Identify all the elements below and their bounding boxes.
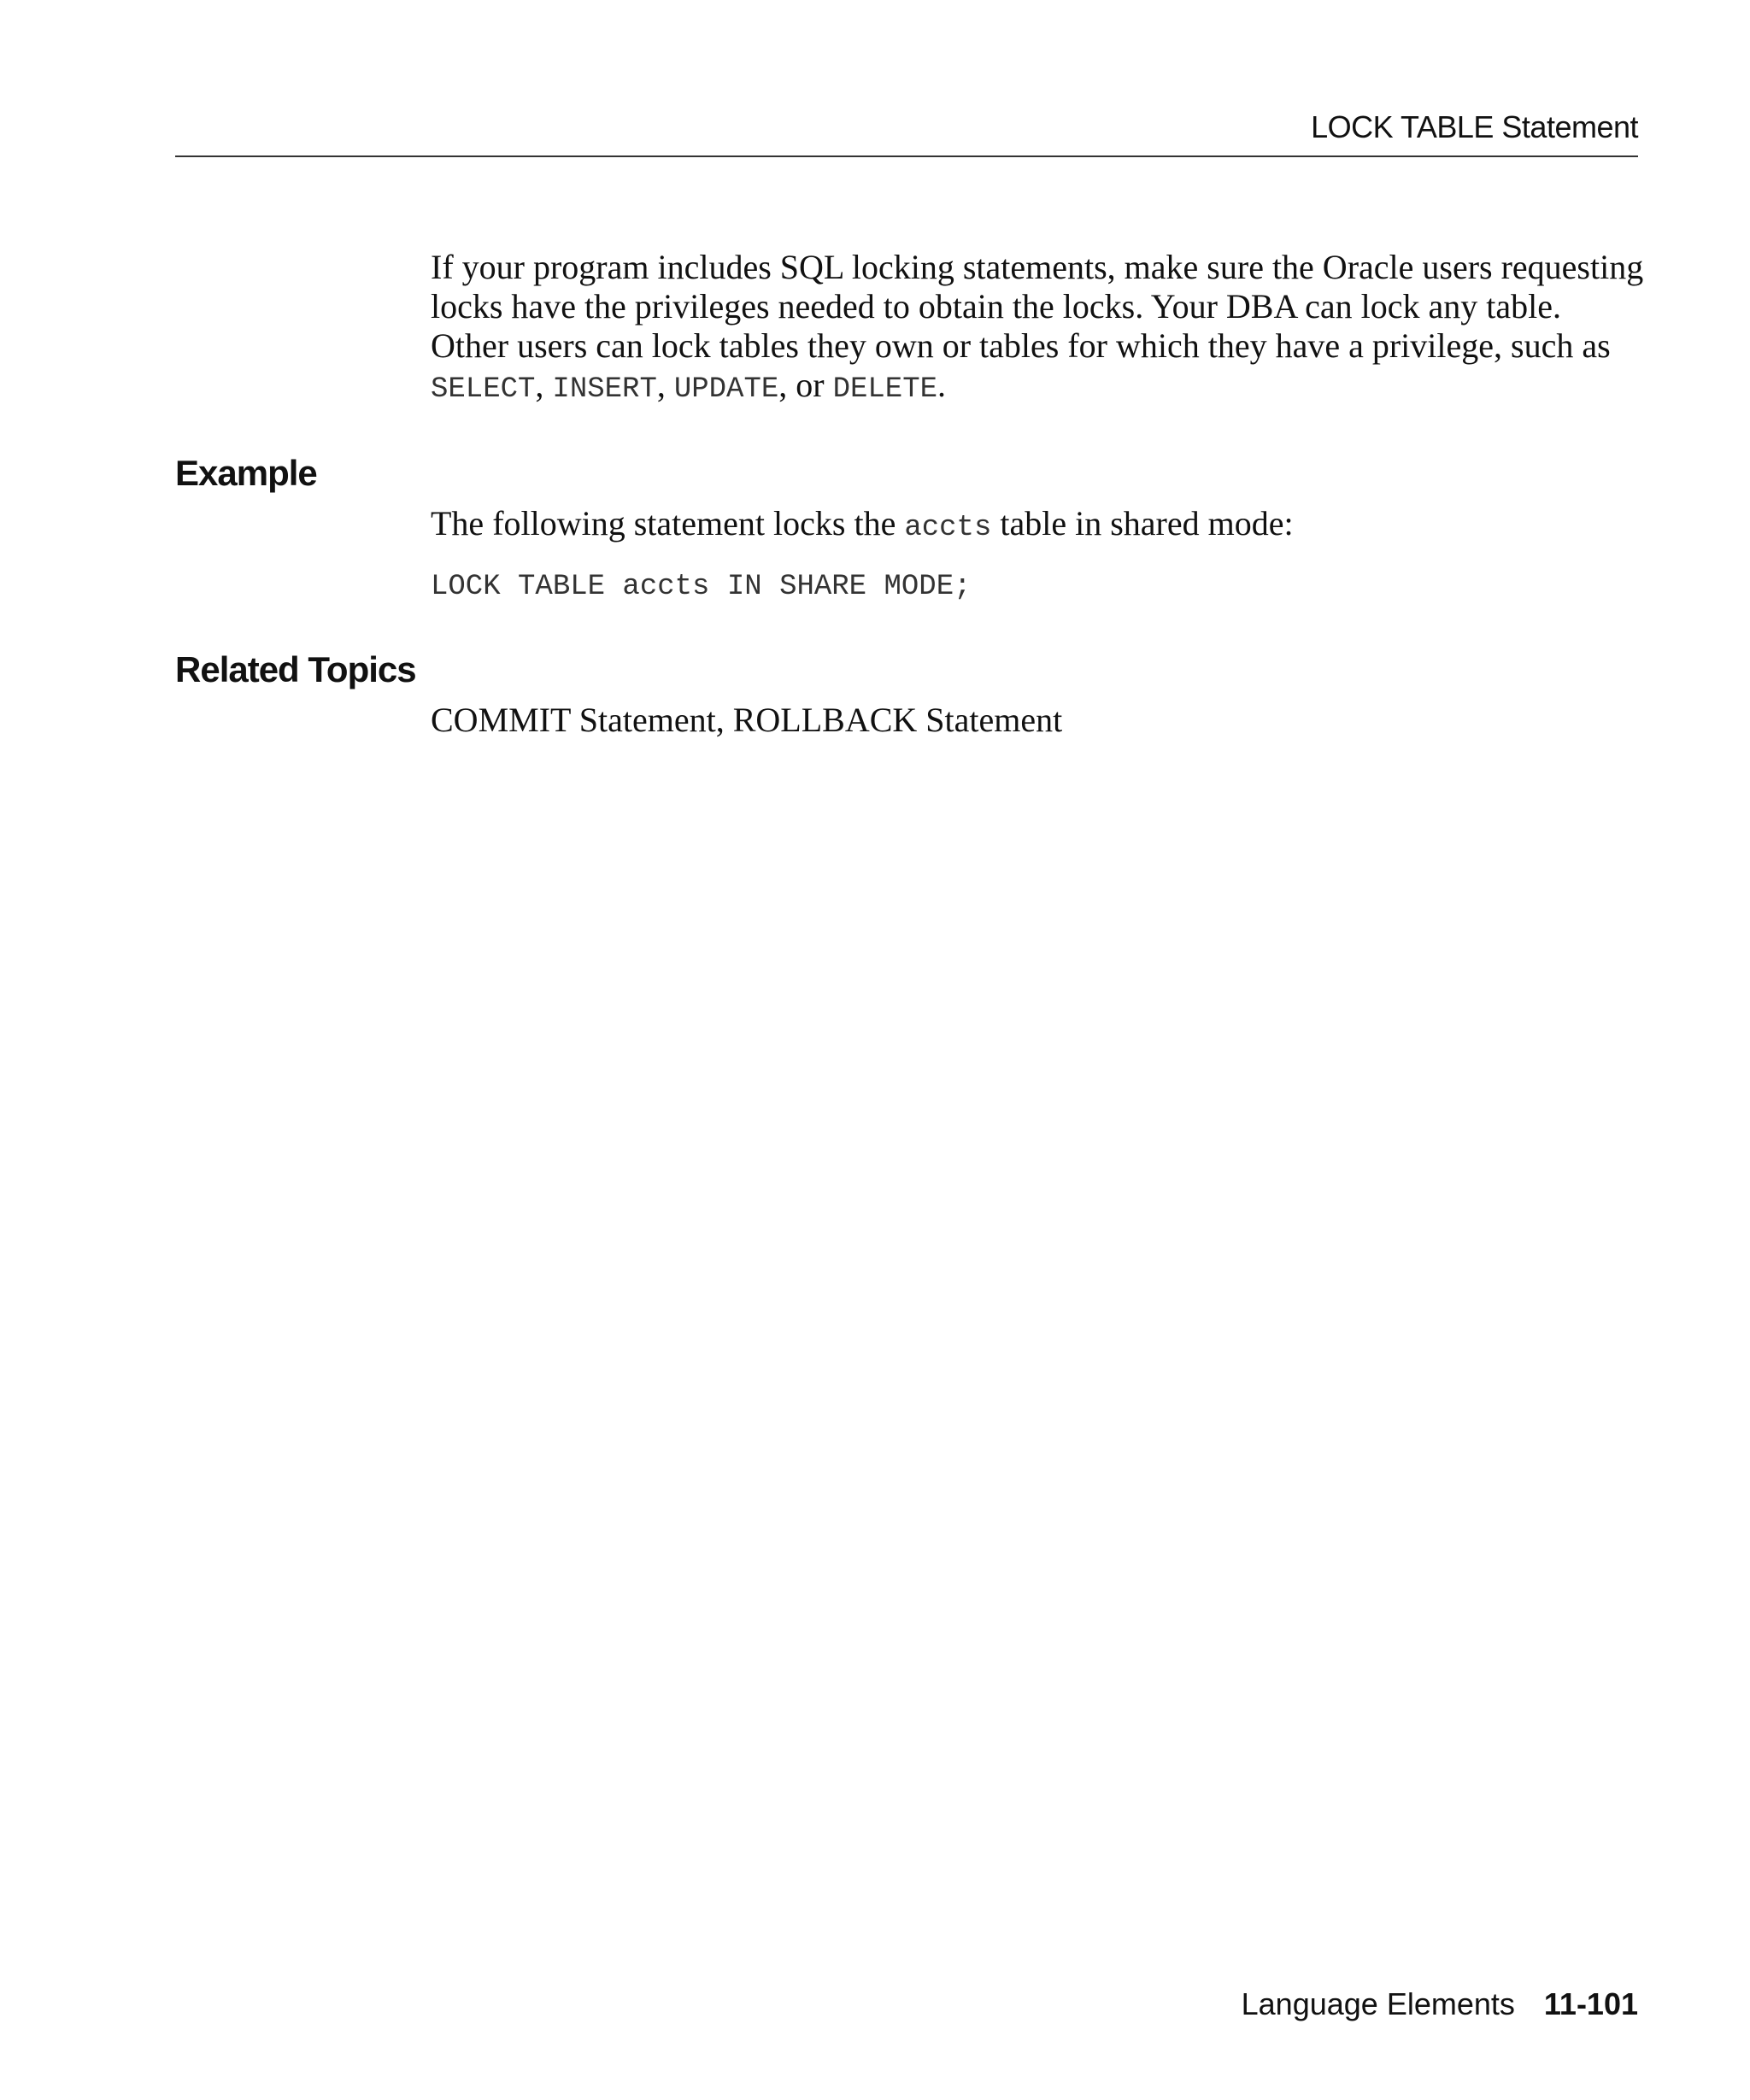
page-number: 11-101 [1543, 1986, 1638, 2021]
page-footer [1242, 1986, 1638, 2022]
separator: , [715, 701, 733, 739]
example-heading: Example [175, 453, 317, 493]
separator: , [535, 366, 553, 404]
separator: , [656, 366, 674, 404]
running-header-title: LOCK TABLE Statement [1311, 109, 1638, 144]
footer-section-title: Language Elements [1241, 1986, 1515, 2021]
example-text-after: table in shared mode: [991, 504, 1294, 543]
example-paragraph [431, 504, 1644, 548]
example-code-block: LOCK TABLE accts IN SHARE MODE; [431, 571, 972, 603]
related-topics-list [431, 701, 1644, 740]
separator: , or [778, 366, 833, 404]
sentence-end: . [937, 366, 947, 404]
related-topics-heading: Related Topics [175, 649, 416, 689]
link-rollback-statement[interactable]: ROLLBACK Statement [732, 701, 1063, 739]
intro-text: If your program includes SQL locking statements, make sure the Oracle users requesting locks have the privileges needed to obtain the locks. Your DBA can lock any table. Other users can lock tables they own or tables for which they have a privilege, such as [431, 248, 1644, 365]
intro-paragraph [431, 248, 1644, 409]
example-text-before: The following statement locks the [431, 504, 905, 543]
code-insert: INSERT [552, 373, 657, 406]
header-divider [175, 155, 1638, 157]
code-select: SELECT [431, 373, 536, 406]
link-commit-statement[interactable]: COMMIT Statement [431, 701, 716, 739]
code-accts: accts [904, 512, 992, 544]
code-update: UPDATE [673, 373, 779, 406]
code-delete: DELETE [832, 373, 938, 406]
